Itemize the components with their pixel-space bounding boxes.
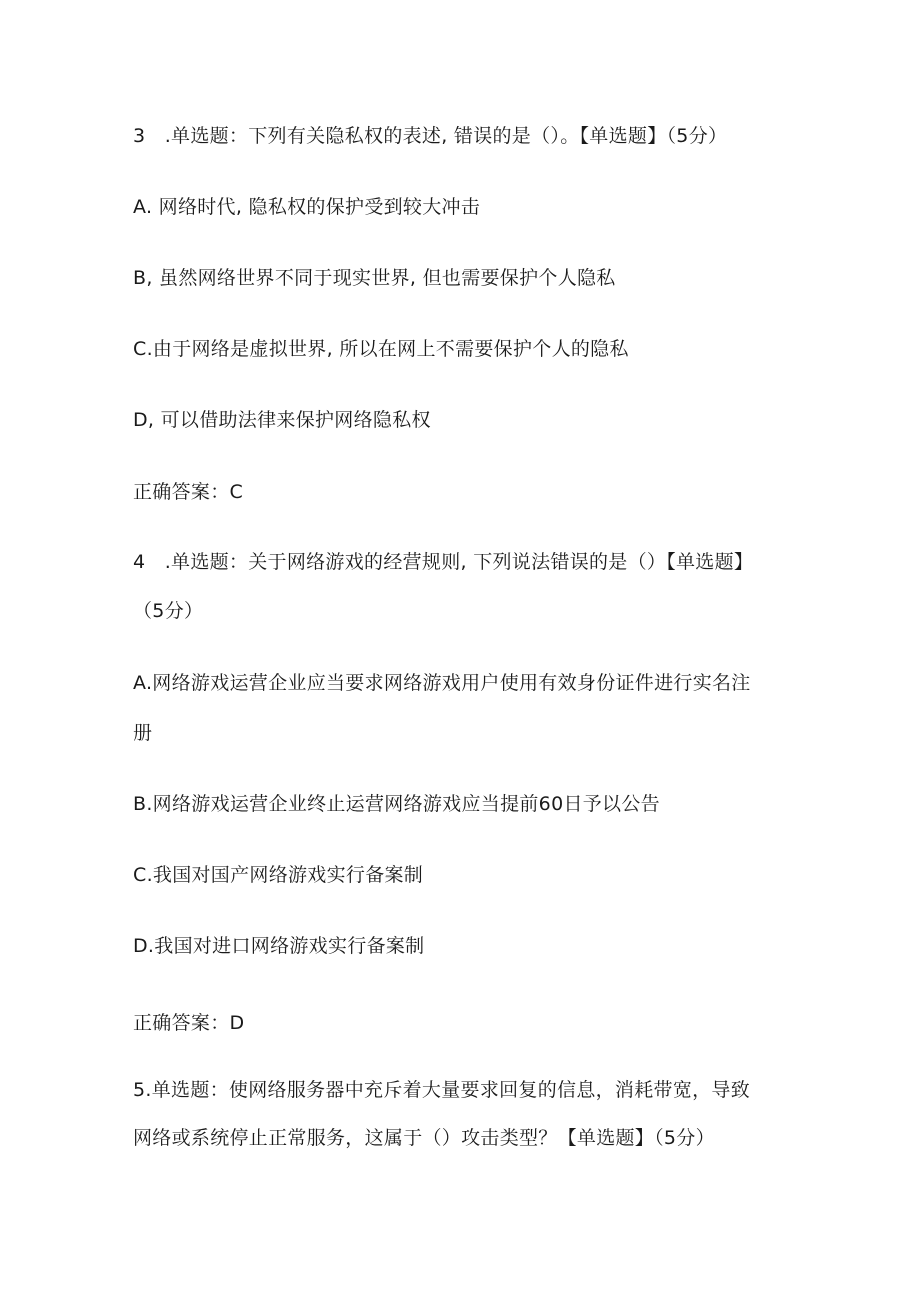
question-4-option-c: C.我国对国产网络游戏实行备案制 [133, 864, 424, 886]
question-4-stem-cont: （5分） [133, 600, 204, 622]
question-3-answer: 正确答案：C [133, 481, 244, 503]
question-5-stem: 5.单选题：使网络服务器中充斥着大量要求回复的信息，消耗带宽，导致 [133, 1079, 751, 1101]
question-5-stem-cont: 网络或系统停止正常服务，这属于（）攻击类型？【单选题】（5分） [133, 1127, 715, 1149]
question-4-option-d: D.我国对进口网络游戏实行备案制 [133, 935, 425, 957]
question-3-option-b: B, 虽然网络世界不同于现实世界, 但也需要保护个人隐私 [133, 267, 616, 289]
question-3-option-d: D, 可以借助法律来保护网络隐私权 [133, 409, 431, 431]
question-3-option-a: A. 网络时代, 隐私权的保护受到较大冲击 [133, 196, 481, 218]
question-4-answer: 正确答案：D [133, 1012, 245, 1034]
question-4-option-a: A.网络游戏运营企业应当要求网络游戏用户使用有效身份证件进行实名注 [133, 672, 751, 694]
question-3-option-c: C.由于网络是虚拟世界, 所以在网上不需要保护个人的隐私 [133, 338, 629, 360]
question-4-stem: 4 .单选题：关于网络游戏的经营规则, 下列说法错误的是（）【单选题】 [133, 551, 754, 573]
question-4-option-a-cont: 册 [133, 722, 153, 744]
question-4-option-b: B.网络游戏运营企业终止运营网络游戏应当提前60日予以公告 [133, 793, 660, 815]
question-3-stem: 3 .单选题：下列有关隐私权的表述, 错误的是（）。【单选题】（5分） [133, 125, 728, 147]
